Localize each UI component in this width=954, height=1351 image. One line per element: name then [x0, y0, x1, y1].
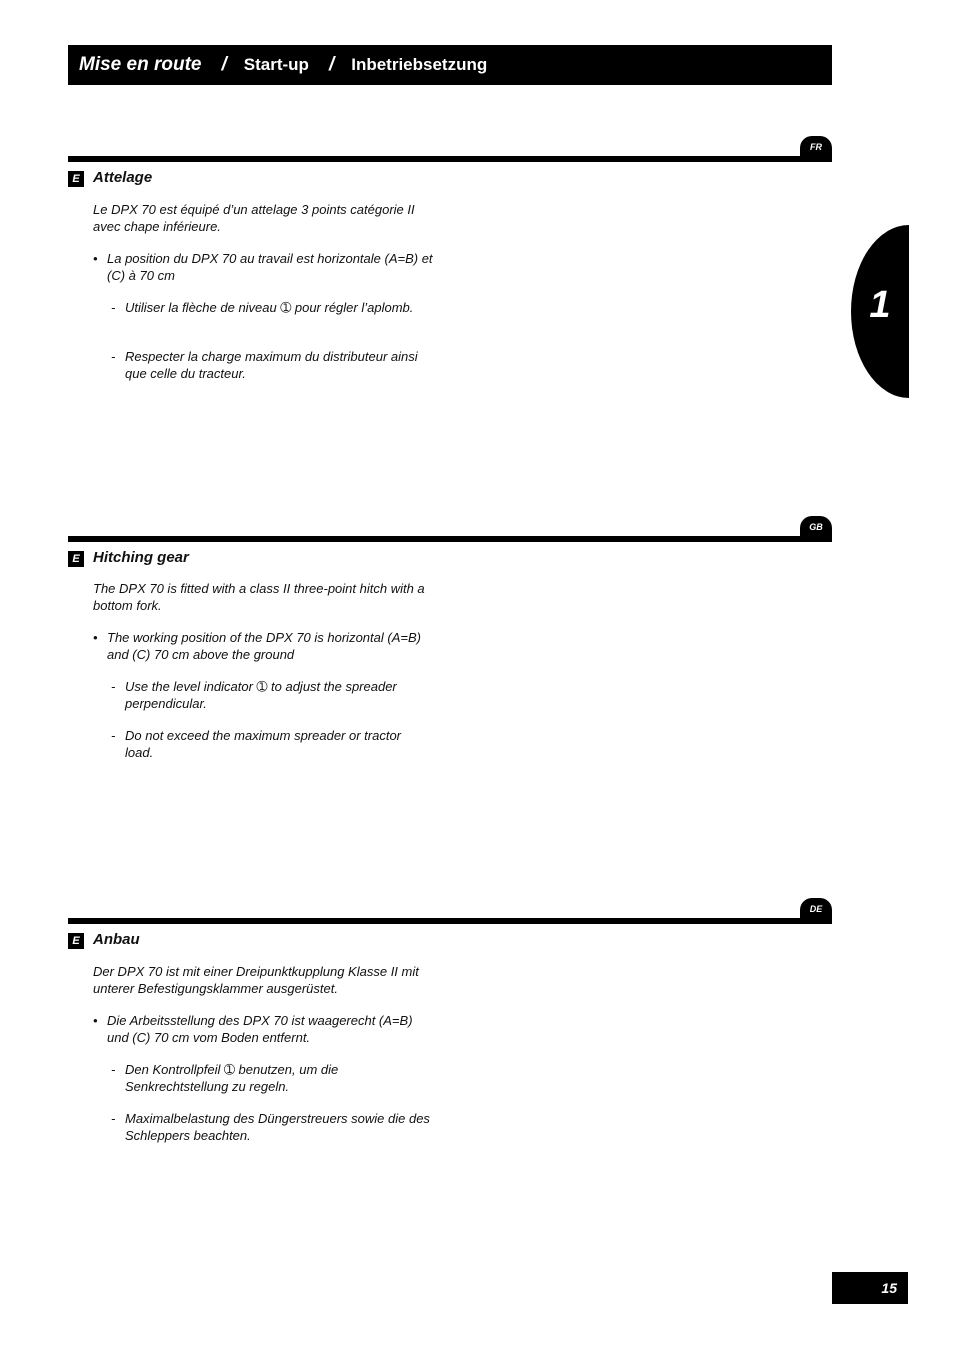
header-title-de: Inbetriebsetzung — [351, 55, 488, 74]
bullet-text: La position du DPX 70 au travail est horizontale (A=B) et (C) à 70 cm — [107, 251, 433, 283]
dash-item — [111, 1062, 431, 1095]
dash-text: Use the level indicator ➀ to adjust the spreader perpendicular. — [125, 679, 397, 711]
dash-mark: - — [111, 300, 116, 315]
section-intro: Le DPX 70 est équipé d’un attelage 3 points catégorie II avec chape inférieure. — [93, 202, 415, 234]
dash-mark: - — [111, 679, 116, 694]
header-separator: / — [328, 54, 335, 75]
section-rule — [68, 536, 832, 542]
bullet-text: The working position of the DPX 70 is horizontal (A=B) and (C) 70 cm above the ground — [107, 630, 421, 662]
section-de — [68, 898, 832, 1148]
section-gb — [68, 516, 832, 766]
section-intro: The DPX 70 is fitted with a class II three-point hitch with a bottom fork. — [93, 581, 425, 613]
dash-mark: - — [111, 349, 116, 364]
language-badge-fr: FR — [800, 136, 832, 160]
header-title-gb: Start-up — [243, 55, 309, 74]
bullet-mark: • — [93, 251, 98, 266]
section-e-icon: E — [68, 551, 84, 567]
dash-item — [111, 679, 431, 712]
header-title-fr: Mise en route — [79, 54, 202, 75]
bullet-item — [93, 251, 433, 284]
dash-item — [111, 728, 431, 761]
section-fr — [68, 136, 832, 386]
dash-text: Maximalbelastung des Düngerstreuers sowie die des Schleppers beachten. — [125, 1111, 430, 1143]
dash-mark: - — [111, 728, 116, 743]
language-badge-de: DE — [800, 898, 832, 922]
dash-mark: - — [111, 1062, 116, 1077]
dash-text: Utiliser la flèche de niveau ➀ pour régler l’aplomb. — [125, 300, 414, 315]
dash-item — [111, 300, 431, 317]
language-badge-gb: GB — [800, 516, 832, 540]
header-separator: / — [221, 54, 227, 75]
section-title: Anbau — [93, 931, 140, 948]
section-title: Hitching gear — [93, 549, 189, 566]
page-number: 15 — [832, 1272, 908, 1304]
page-header — [68, 45, 832, 85]
section-rule — [68, 156, 832, 162]
dash-item — [111, 1111, 431, 1144]
dash-text: Respecter la charge maximum du distributeur ainsi que celle du tracteur. — [125, 349, 418, 381]
dash-text: Den Kontrollpfeil ➀ benutzen, um die Senkrechtstellung zu regeln. — [125, 1062, 339, 1094]
chapter-tab — [851, 225, 909, 398]
bullet-item — [93, 630, 433, 663]
dash-mark: - — [111, 1111, 116, 1126]
dash-text: Do not exceed the maximum spreader or tractor load. — [125, 728, 402, 760]
section-rule — [68, 918, 832, 924]
bullet-mark: • — [93, 1013, 98, 1028]
section-e-icon: E — [68, 933, 84, 949]
chapter-number: 1 — [869, 284, 891, 326]
section-e-icon: E — [68, 171, 84, 187]
bullet-text: Die Arbeitsstellung des DPX 70 ist waagerecht (A=B) und (C) 70 cm vom Boden entfernt. — [107, 1013, 413, 1045]
bullet-item — [93, 1013, 433, 1046]
section-title: Attelage — [93, 169, 153, 186]
bullet-mark: • — [93, 630, 98, 645]
section-intro: Der DPX 70 ist mit einer Dreipunktkupplung Klasse II mit unterer Befestigungsklammer ausgerüstet. — [93, 964, 419, 996]
dash-item — [111, 349, 431, 382]
